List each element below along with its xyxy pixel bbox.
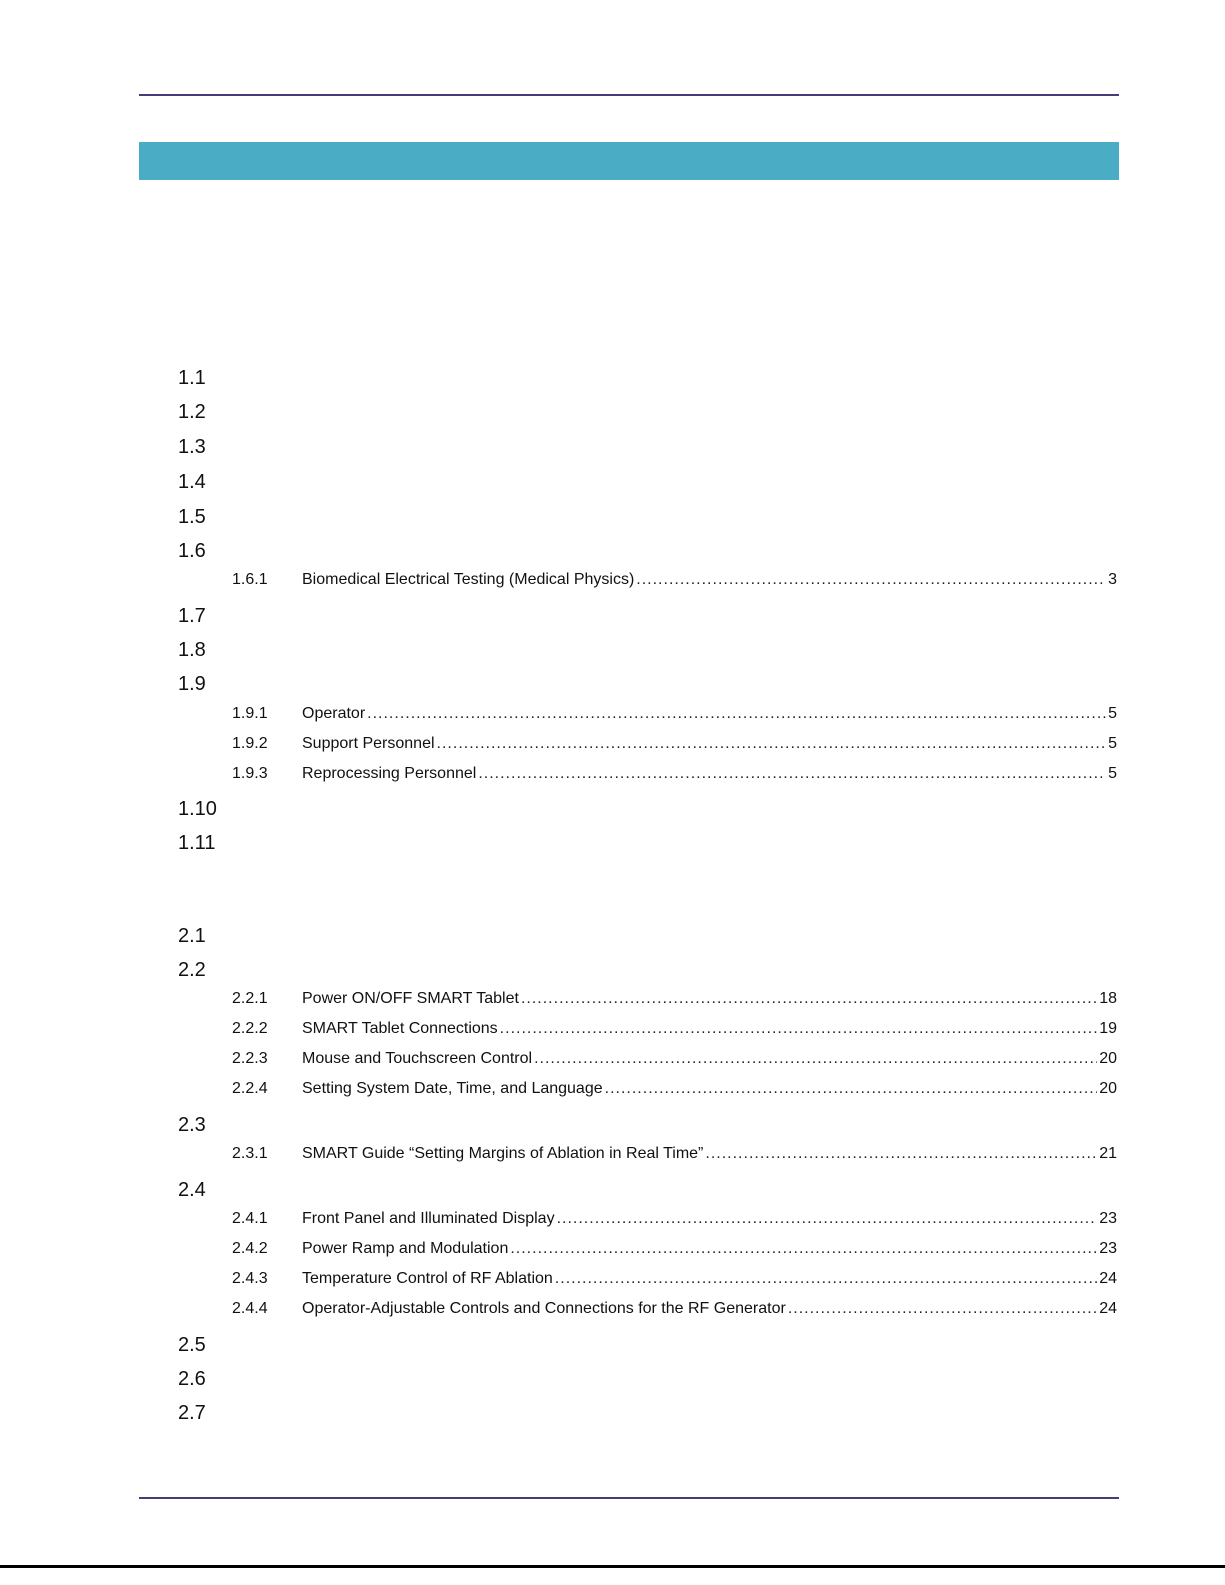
toc-subsection-entry[interactable] [0, 569, 1225, 599]
toc-entry-number: 2.1 [178, 925, 206, 947]
toc-entry-link[interactable] [302, 988, 1117, 1010]
toc-dot-leader [367, 703, 1106, 725]
toc-entry-title: Power Ramp and Modulation [302, 1240, 509, 1257]
toc-entry-title: Front Panel and Illuminated Display [302, 1210, 555, 1227]
toc-entry-number: 1.7 [178, 605, 206, 627]
toc-page-number: 20 [1099, 1050, 1117, 1067]
toc-section-entry[interactable] [0, 538, 1225, 568]
toc-subsection-entry[interactable] [0, 1268, 1225, 1298]
toc-entry-number: 1.9.1 [232, 705, 268, 722]
toc-entry-number: 1.5 [178, 506, 206, 528]
toc-section-entry[interactable] [0, 1400, 1225, 1430]
toc-section-entry[interactable] [0, 957, 1225, 987]
toc-dot-leader [534, 1048, 1097, 1070]
toc-page-number: 20 [1099, 1080, 1117, 1097]
toc-dot-leader [788, 1298, 1097, 1320]
toc-page-number: 19 [1099, 1020, 1117, 1037]
toc-entry-title: Power ON/OFF SMART Tablet [302, 990, 519, 1007]
toc-entry-number: 1.2 [178, 401, 206, 423]
toc-entry-number: 1.6.1 [232, 571, 268, 588]
toc-subsection-entry[interactable] [0, 1048, 1225, 1078]
toc-entry-number: 2.4.4 [232, 1300, 268, 1317]
toc-entry-title: Reprocessing Personnel [302, 765, 477, 782]
toc-page-number: 5 [1108, 705, 1117, 722]
toc-entry-link[interactable] [302, 1298, 1117, 1320]
toc-entry-number: 1.9.3 [232, 765, 268, 782]
footer-rule [139, 1497, 1119, 1499]
toc-entry-number: 2.7 [178, 1402, 206, 1424]
toc-entry-title: Setting System Date, Time, and Language [302, 1080, 603, 1097]
toc-entry-link[interactable] [302, 1208, 1117, 1230]
toc-section-entry[interactable] [0, 1177, 1225, 1207]
toc-section-entry[interactable] [0, 671, 1225, 701]
toc-subsection-entry[interactable] [0, 1078, 1225, 1108]
toc-entry-number: 1.1 [178, 367, 206, 389]
toc-page-number: 24 [1099, 1270, 1117, 1287]
toc-entry-link[interactable] [302, 569, 1117, 591]
toc-section-entry[interactable] [0, 830, 1225, 860]
toc-section-entry[interactable] [0, 923, 1225, 953]
toc-entry-number: 1.6 [178, 540, 206, 562]
toc-page-number: 21 [1099, 1145, 1117, 1162]
toc-dot-leader [500, 1018, 1098, 1040]
toc-page-number: 5 [1108, 735, 1117, 752]
toc-entry-number: 1.11 [178, 832, 216, 854]
toc-entry-number: 2.2.2 [232, 1020, 268, 1037]
toc-page-number: 23 [1099, 1240, 1117, 1257]
toc-entry-title: Operator [302, 705, 366, 722]
toc-subsection-entry[interactable] [0, 1298, 1225, 1328]
toc-entry-number: 2.2.4 [232, 1080, 268, 1097]
toc-entry-number: 2.4.1 [232, 1210, 268, 1227]
toc-entry-number: 2.4 [178, 1179, 206, 1201]
toc-entry-number: 1.9.2 [232, 735, 268, 752]
toc-section-entry[interactable] [0, 1112, 1225, 1142]
toc-subsection-entry[interactable] [0, 763, 1225, 793]
toc-title-band [139, 142, 1119, 180]
toc-entry-link[interactable] [302, 763, 1117, 785]
toc-section-entry[interactable] [0, 637, 1225, 667]
toc-section-entry[interactable] [0, 469, 1225, 499]
toc-page-number: 24 [1099, 1300, 1117, 1317]
toc-subsection-entry[interactable] [0, 988, 1225, 1018]
toc-page-number: 18 [1099, 990, 1117, 1007]
toc-subsection-entry[interactable] [0, 1238, 1225, 1268]
toc-entry-number: 2.4.3 [232, 1270, 268, 1287]
toc-entry-link[interactable] [302, 1048, 1117, 1070]
toc-dot-leader [605, 1078, 1098, 1100]
toc-section-entry[interactable] [0, 365, 1225, 395]
toc-entry-number: 1.10 [178, 798, 217, 820]
toc-entry-number: 2.2.3 [232, 1050, 268, 1067]
toc-entry-number: 2.4.2 [232, 1240, 268, 1257]
toc-page-number: 3 [1108, 571, 1117, 588]
toc-entry-number: 2.3.1 [232, 1145, 268, 1162]
toc-dot-leader [478, 763, 1106, 785]
toc-entry-title: SMART Guide “Setting Margins of Ablation in Real Time” [302, 1145, 704, 1162]
toc-page-number: 5 [1108, 765, 1117, 782]
toc-entry-number: 1.4 [178, 471, 206, 493]
toc-subsection-entry[interactable] [0, 1143, 1225, 1173]
page-bottom-edge [0, 1565, 1225, 1568]
toc-entry-title: Operator-Adjustable Controls and Connections for the RF Generator [302, 1300, 786, 1317]
toc-entry-link[interactable] [302, 1268, 1117, 1290]
toc-section-entry[interactable] [0, 603, 1225, 633]
toc-entry-number: 2.2 [178, 959, 206, 981]
toc-entry-link[interactable] [302, 733, 1117, 755]
toc-dot-leader [705, 1143, 1097, 1165]
toc-subsection-entry[interactable] [0, 1208, 1225, 1238]
toc-entry-link[interactable] [302, 1018, 1117, 1040]
toc-section-entry[interactable] [0, 504, 1225, 534]
toc-subsection-entry[interactable] [0, 703, 1225, 733]
toc-entry-link[interactable] [302, 1238, 1117, 1260]
toc-entry-link[interactable] [302, 1143, 1117, 1165]
toc-entry-title: Support Personnel [302, 735, 435, 752]
toc-dot-leader [437, 733, 1107, 755]
toc-entry-number: 2.6 [178, 1368, 206, 1390]
toc-subsection-entry[interactable] [0, 733, 1225, 763]
toc-dot-leader [636, 569, 1106, 591]
toc-entry-title: SMART Tablet Connections [302, 1020, 498, 1037]
toc-entry-number: 1.9 [178, 673, 206, 695]
header-rule [139, 94, 1119, 96]
toc-entry-number: 1.3 [178, 436, 206, 458]
toc-entry-title: Temperature Control of RF Ablation [302, 1270, 553, 1287]
toc-page-number: 23 [1099, 1210, 1117, 1227]
toc-entry-title: Mouse and Touchscreen Control [302, 1050, 533, 1067]
toc-section-entry[interactable] [0, 1332, 1225, 1362]
toc-dot-leader [555, 1268, 1097, 1290]
toc-dot-leader [510, 1238, 1097, 1260]
toc-entry-number: 1.8 [178, 639, 206, 661]
toc-section-entry[interactable] [0, 796, 1225, 826]
toc-dot-leader [557, 1208, 1098, 1230]
toc-dot-leader [521, 988, 1097, 1010]
toc-entry-link[interactable] [302, 703, 1117, 725]
toc-entry-number: 2.2.1 [232, 990, 268, 1007]
toc-entry-number: 2.5 [178, 1334, 206, 1356]
toc-entry-link[interactable] [302, 1078, 1117, 1100]
toc-subsection-entry[interactable] [0, 1018, 1225, 1048]
toc-entry-title: Biomedical Electrical Testing (Medical Physics) [302, 571, 635, 588]
toc-section-entry[interactable] [0, 434, 1225, 464]
toc-entry-number: 2.3 [178, 1114, 206, 1136]
toc-section-entry[interactable] [0, 1366, 1225, 1396]
toc-section-entry[interactable] [0, 399, 1225, 429]
